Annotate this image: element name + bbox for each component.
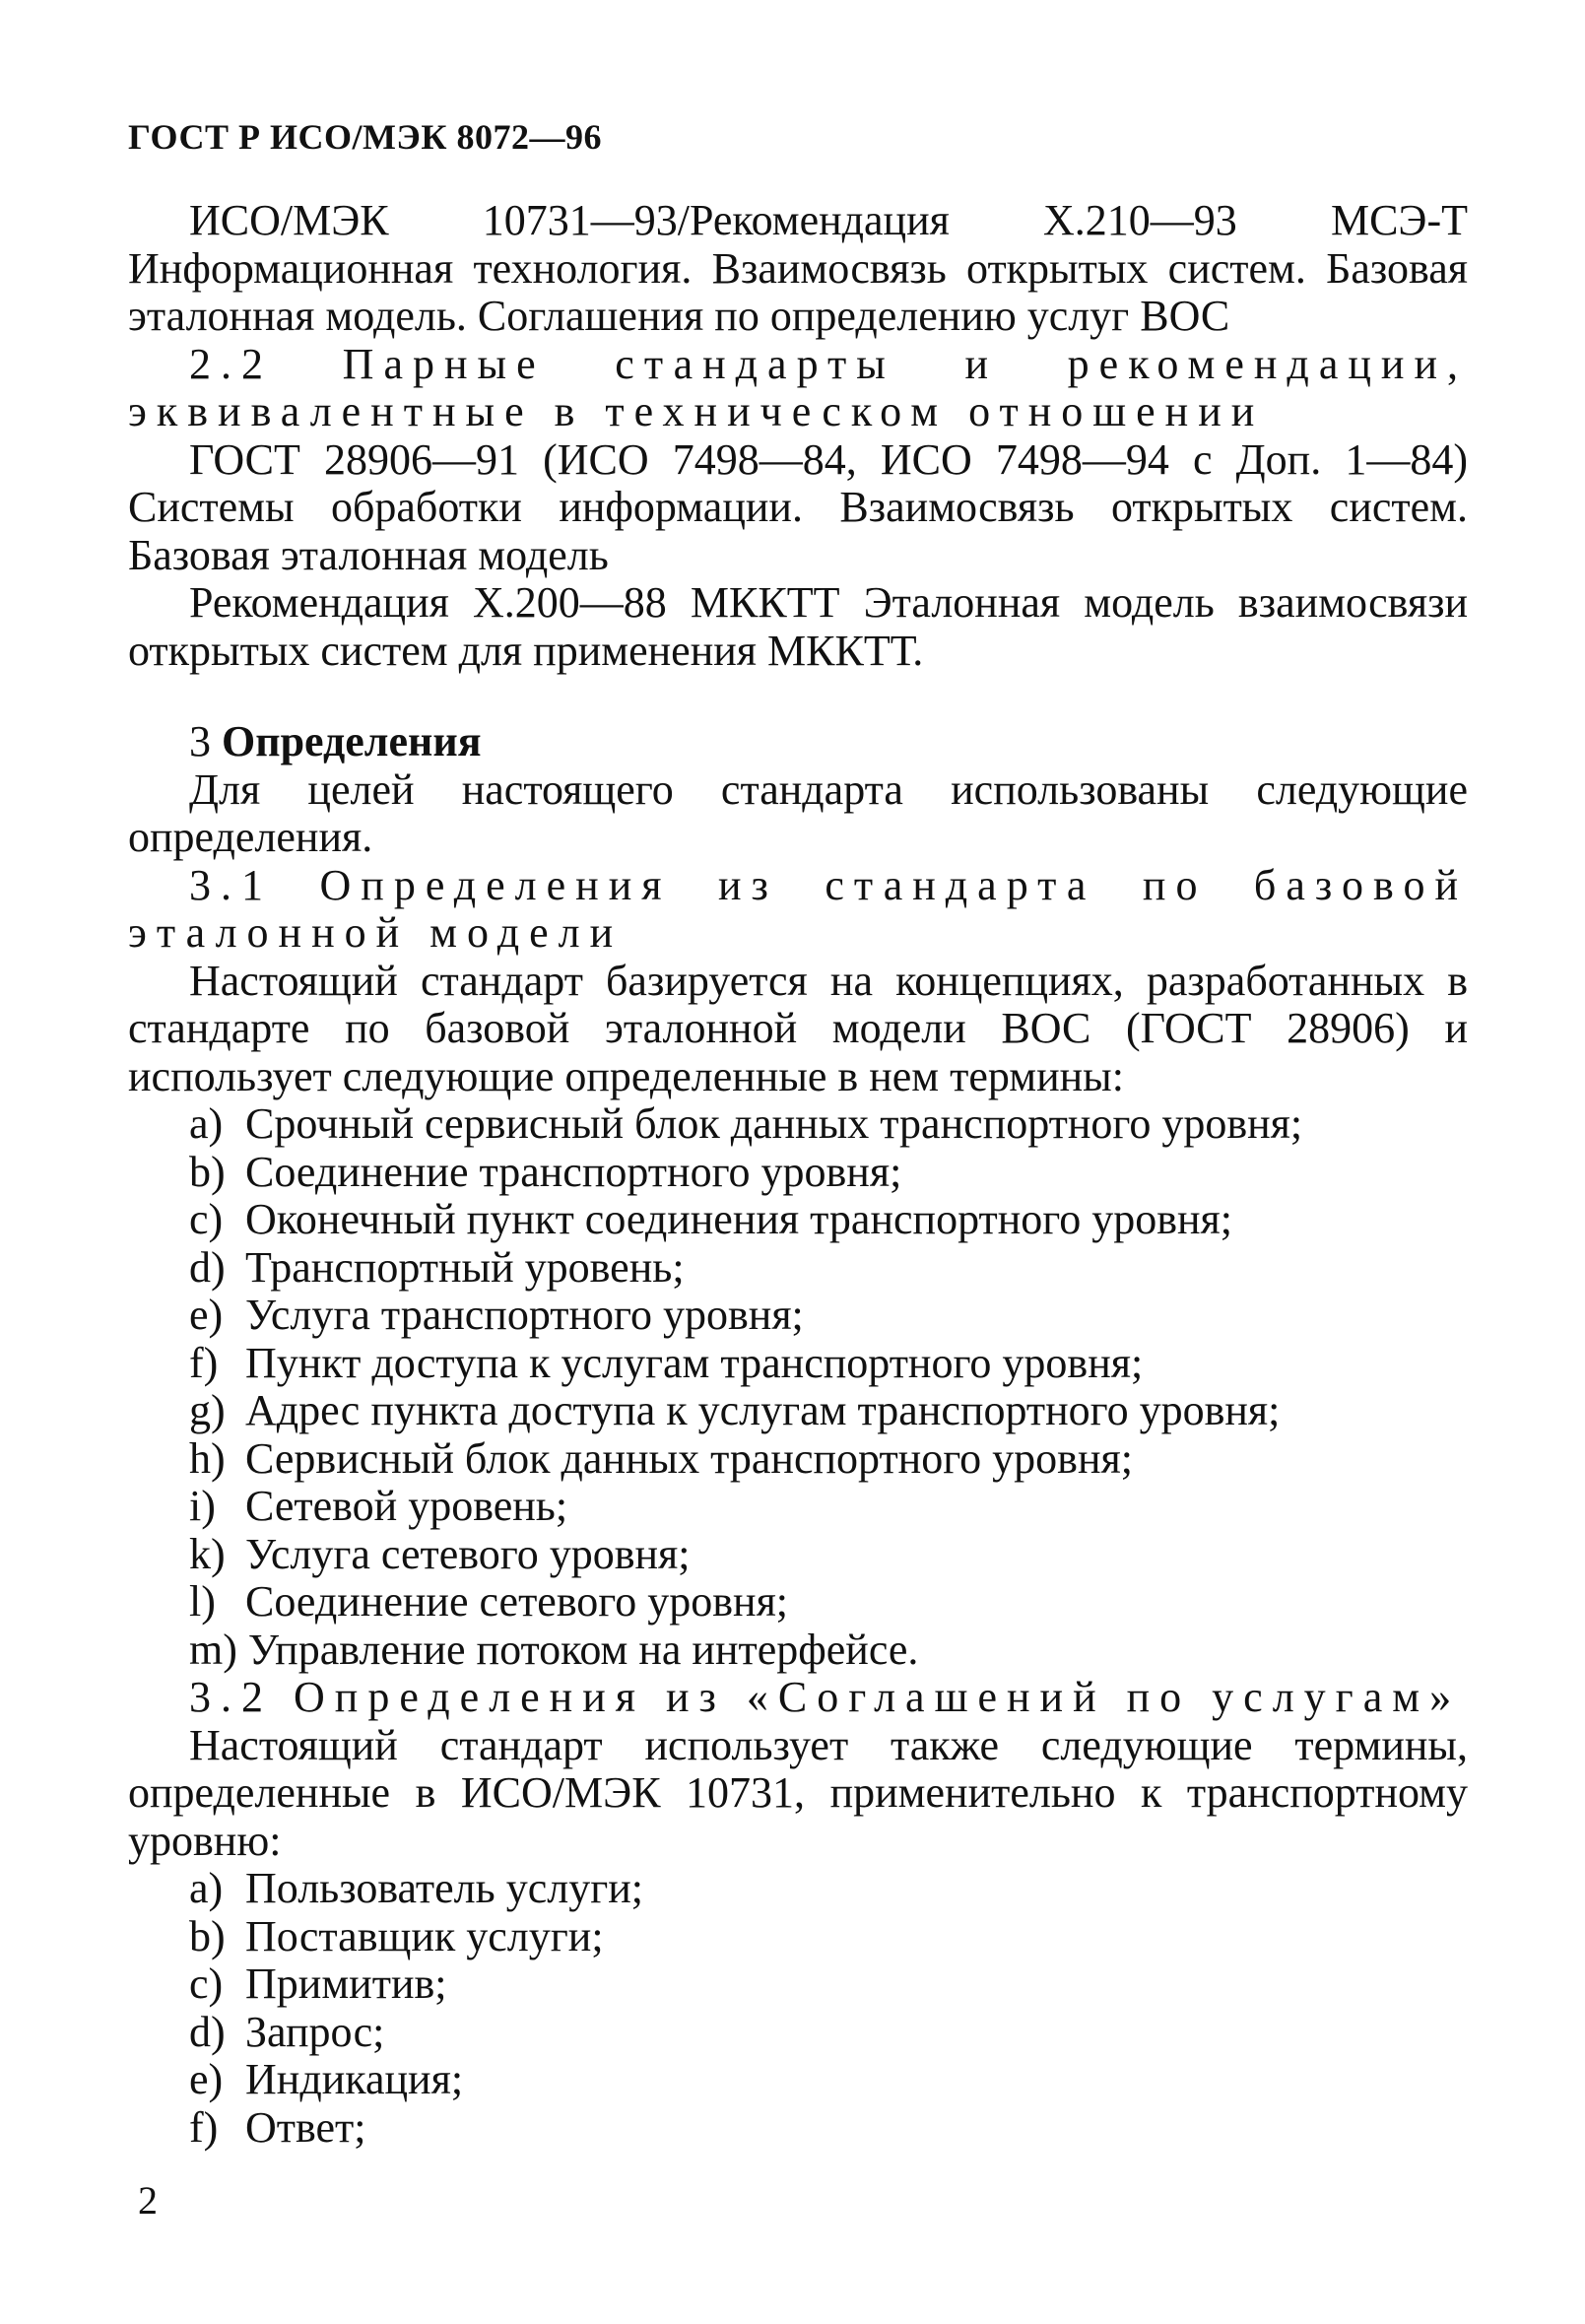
list-item-text: Транспортный уровень; — [245, 1242, 685, 1292]
list-item-text: Поставщик услуги; — [245, 1911, 604, 1960]
list-item — [128, 1149, 1468, 1197]
document-code-header: ГОСТ Р ИСО/МЭК 8072—96 — [128, 117, 602, 157]
list-item — [128, 2104, 1468, 2153]
section-3-heading — [128, 718, 1468, 766]
section-3-2-heading: 3.2 Определения из «Соглашений по услугам» — [189, 1673, 1462, 1721]
list-item-text: Адрес пункта доступа к услугам транспортного уровня; — [245, 1386, 1281, 1434]
list-item-text: Индикация; — [245, 2055, 464, 2103]
list-item-text: Управление потоком на интерфейсе. — [247, 1625, 919, 1674]
page-number: 2 — [138, 2178, 158, 2223]
list-item — [128, 2056, 1468, 2104]
list-item-text: Срочный сервисный блок данных транспортного уровня; — [245, 1099, 1303, 1148]
list-marker: i) — [189, 1482, 216, 1530]
list-marker: f) — [189, 2102, 219, 2152]
section-3-1-heading: 3.1 Определения из стандарта по базовой эталонной модели — [128, 860, 1468, 957]
section-3-title: Определения — [222, 717, 482, 765]
list-item — [128, 1531, 1468, 1579]
list-item — [128, 1865, 1468, 1913]
list-marker: l) — [189, 1577, 216, 1626]
list-item — [128, 2009, 1468, 2057]
list-marker: e) — [189, 1291, 224, 1339]
list-item-text: Услуга сетевого уровня; — [245, 1529, 691, 1578]
reference-iso-10731: ИСО/МЭК 10731—93/Рекомендация Х.210—93 МСЭ-Т Информационная технология. Взаимосвязь открытых систем. Базовая эталонная модель. Соглашения по определению услуг ВОС — [128, 196, 1468, 340]
list-item — [128, 1960, 1468, 2009]
list-item — [128, 1578, 1468, 1627]
list-item-text: Запрос; — [245, 2007, 385, 2056]
list-item — [128, 1435, 1468, 1484]
list-marker: d) — [189, 1242, 226, 1292]
list-item — [128, 1196, 1468, 1244]
list-item — [128, 1483, 1468, 1531]
list-marker: h) — [189, 1433, 226, 1483]
section-3-intro: Для целей настоящего стандарта использованы следующие определения. — [128, 764, 1468, 861]
list-marker: f) — [189, 1338, 219, 1387]
list-item-text: Пользователь услуги; — [245, 1864, 644, 1912]
list-item — [128, 1244, 1468, 1293]
list-marker: a) — [189, 1864, 224, 1912]
list-marker: e) — [189, 2055, 224, 2103]
list-marker: c) — [189, 1195, 224, 1243]
list-item-text: Сетевой уровень; — [245, 1482, 568, 1530]
list-marker: d) — [189, 2007, 226, 2056]
list-item-text: Пункт доступа к услугам транспортного уровня; — [245, 1338, 1144, 1387]
definitions-list-3-2 — [128, 1865, 1468, 2152]
section-gap — [128, 675, 1468, 718]
list-item — [128, 1340, 1468, 1388]
list-marker: b) — [189, 1147, 226, 1196]
list-item-text: Соединение транспортного уровня; — [245, 1147, 902, 1196]
list-item — [128, 1627, 1468, 1675]
definitions-list-3-1 — [128, 1100, 1468, 1674]
reference-x200: Рекомендация Х.200—88 МККТТ Эталонная модель взаимосвязи открытых систем для применения МККТТ. — [128, 578, 1468, 675]
list-item — [128, 1292, 1468, 1340]
section-3-number: 3 — [189, 717, 211, 765]
document-body — [128, 197, 1468, 2152]
list-marker: c) — [189, 1959, 224, 2008]
list-item-text: Услуга транспортного уровня; — [245, 1291, 804, 1339]
list-item — [128, 1387, 1468, 1435]
list-item-text: Ответ; — [245, 2102, 366, 2152]
reference-gost-28906: ГОСТ 28906—91 (ИСО 7498—84, ИСО 7498—94 с Доп. 1—84) Системы обработки информации. Взаимосвязь открытых систем. Базовая эталонная модель — [128, 434, 1468, 579]
list-marker: a) — [189, 1099, 224, 1148]
list-item-text: Оконечный пункт соединения транспортного уровня; — [245, 1195, 1233, 1243]
list-item-text: Соединение сетевого уровня; — [245, 1577, 789, 1626]
list-marker: g) — [189, 1386, 226, 1434]
list-item-text: Примитив; — [245, 1959, 447, 2008]
list-marker: k) — [189, 1529, 226, 1578]
section-3-1-intro: Настоящий стандарт базируется на концепциях, разработанных в стандарте по базовой эталонной модели ВОС (ГОСТ 28906) и использует следующие определенные в нем термины: — [128, 956, 1468, 1100]
section-2-2-heading: 2.2 Парные стандарты и рекомендации, эквивалентные в техническом отношении — [128, 339, 1468, 435]
section-3-2-intro: Настоящий стандарт использует также следующие термины, определенные в ИСО/МЭК 10731, применительно к транспортному уровню: — [128, 1720, 1468, 1865]
list-item — [128, 1100, 1468, 1149]
list-item — [128, 1913, 1468, 1961]
list-item-text: Сервисный блок данных транспортного уровня; — [245, 1433, 1133, 1483]
list-marker: m) — [189, 1625, 237, 1674]
list-marker: b) — [189, 1911, 226, 1960]
